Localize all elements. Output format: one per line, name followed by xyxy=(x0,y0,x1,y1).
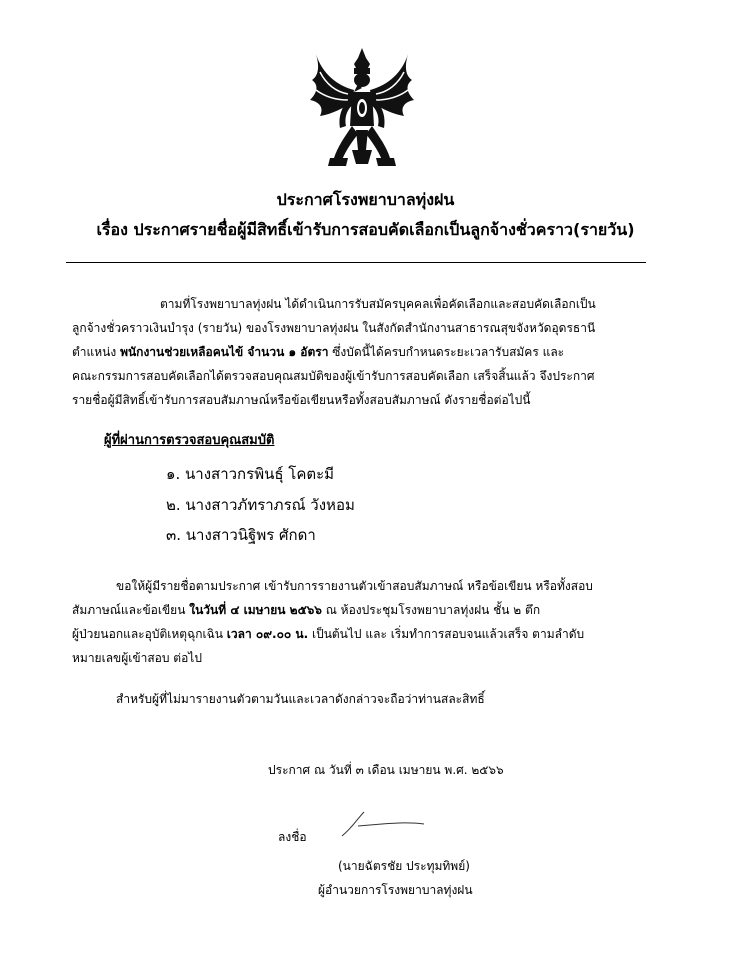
announcement-date: ประกาศ ณ วันที่ ๓ เดือน เมษายน พ.ศ. ๒๕๖๖ xyxy=(268,763,504,777)
signature-mark xyxy=(338,808,428,842)
sign-label: ลงชื่อ xyxy=(278,830,307,844)
garuda-emblem xyxy=(308,46,416,172)
signer-title: ผู้อำนวยการโรงพยาบาลทุ่งฝน xyxy=(318,883,473,897)
para2-line2: สัมภาษณ์และข้อเขียน ในวันที่ ๔ เมษายน ๒๕๖๖ ณ ห้องประชุมโรงพยาบาลทุ่งฝน ชั้น ๒ ตึก xyxy=(72,603,541,617)
signer-name: (นายฉัตรชัย ประทุมทิพย์) xyxy=(338,859,470,873)
para1-line4: คณะกรรมการสอบคัดเลือกได้ตรวจสอบคุณสมบัติของผู้เข้ารับการสอบคัดเลือก เสร็จสิ้นแล้ว จึงประกาศ xyxy=(72,369,595,383)
para1-line5: รายชื่อผู้มีสิทธิ์เข้ารับการสอบสัมภาษณ์หรือข้อเขียนหรือทั้งสอบสัมภาษณ์ ดังรายชื่อต่อไปนี้ xyxy=(72,393,531,407)
candidate-3: ๓. นางสาวนิฐิพร ศักดา xyxy=(166,526,316,544)
para3: สำหรับผู้ที่ไม่มารายงานตัวตามวันและเวลาดังกล่าวจะถือว่าท่านสละสิทธิ์ xyxy=(116,692,485,706)
exam-time: เวลา ๐๙.๐๐ น. xyxy=(226,627,309,641)
exam-date: ในวันที่ ๔ เมษายน ๒๕๖๖ xyxy=(189,603,322,617)
qualified-list-heading: ผู้ที่ผ่านการตรวจสอบคุณสมบัติ xyxy=(104,433,275,448)
candidate-2: ๒. นางสาวภัทราภรณ์ วังหอม xyxy=(166,496,355,514)
para1-line2: ลูกจ้างชั่วคราวเงินบำรุง (รายวัน) ของโรงพยาบาลทุ่งฝน ในสังกัดสำนักงานสาธารณสุขจังหวัดอุดรธานี xyxy=(72,321,596,335)
para2-line4: หมายเลขผู้เข้าสอบ ต่อไป xyxy=(72,651,202,665)
announcement-subject: เรื่อง ประกาศรายชื่อผู้มีสิทธิ์เข้ารับการสอบคัดเลือกเป็นลูกจ้างชั่วคราว(รายวัน) xyxy=(96,220,635,239)
para1-line3: ตำแหน่ง พนักงานช่วยเหลือคนไข้ จำนวน ๑ อัตรา ซึ่งบัดนี้ได้ครบกำหนดระยะเวลารับสมัคร และ xyxy=(72,345,565,359)
announcement-title: ประกาศโรงพยาบาลทุ่งฝน xyxy=(276,190,455,209)
position-highlight: พนักงานช่วยเหลือคนไข้ จำนวน ๑ อัตรา xyxy=(120,345,329,359)
title-divider xyxy=(66,262,646,263)
para2-line1: ขอให้ผู้มีรายชื่อตามประกาศ เข้ารับการรายงานตัวเข้าสอบสัมภาษณ์ หรือข้อเขียน หรือทั้งสอบ xyxy=(116,579,593,593)
para2-line3: ผู้ป่วยนอกและอุบัติเหตุฉุกเฉิน เวลา ๐๙.๐๐ น. เป็นต้นไป และ เริ่มทำการสอบจนแล้วเสร็จ ตามลำดับ xyxy=(72,627,585,641)
candidate-1: ๑. นางสาวกรพินธุ์ โคตะมี xyxy=(166,465,335,483)
para1-line1: ตามที่โรงพยาบาลทุ่งฝน ได้ดำเนินการรับสมัครบุคคลเพื่อคัดเลือกและสอบคัดเลือกเป็น xyxy=(160,297,596,311)
